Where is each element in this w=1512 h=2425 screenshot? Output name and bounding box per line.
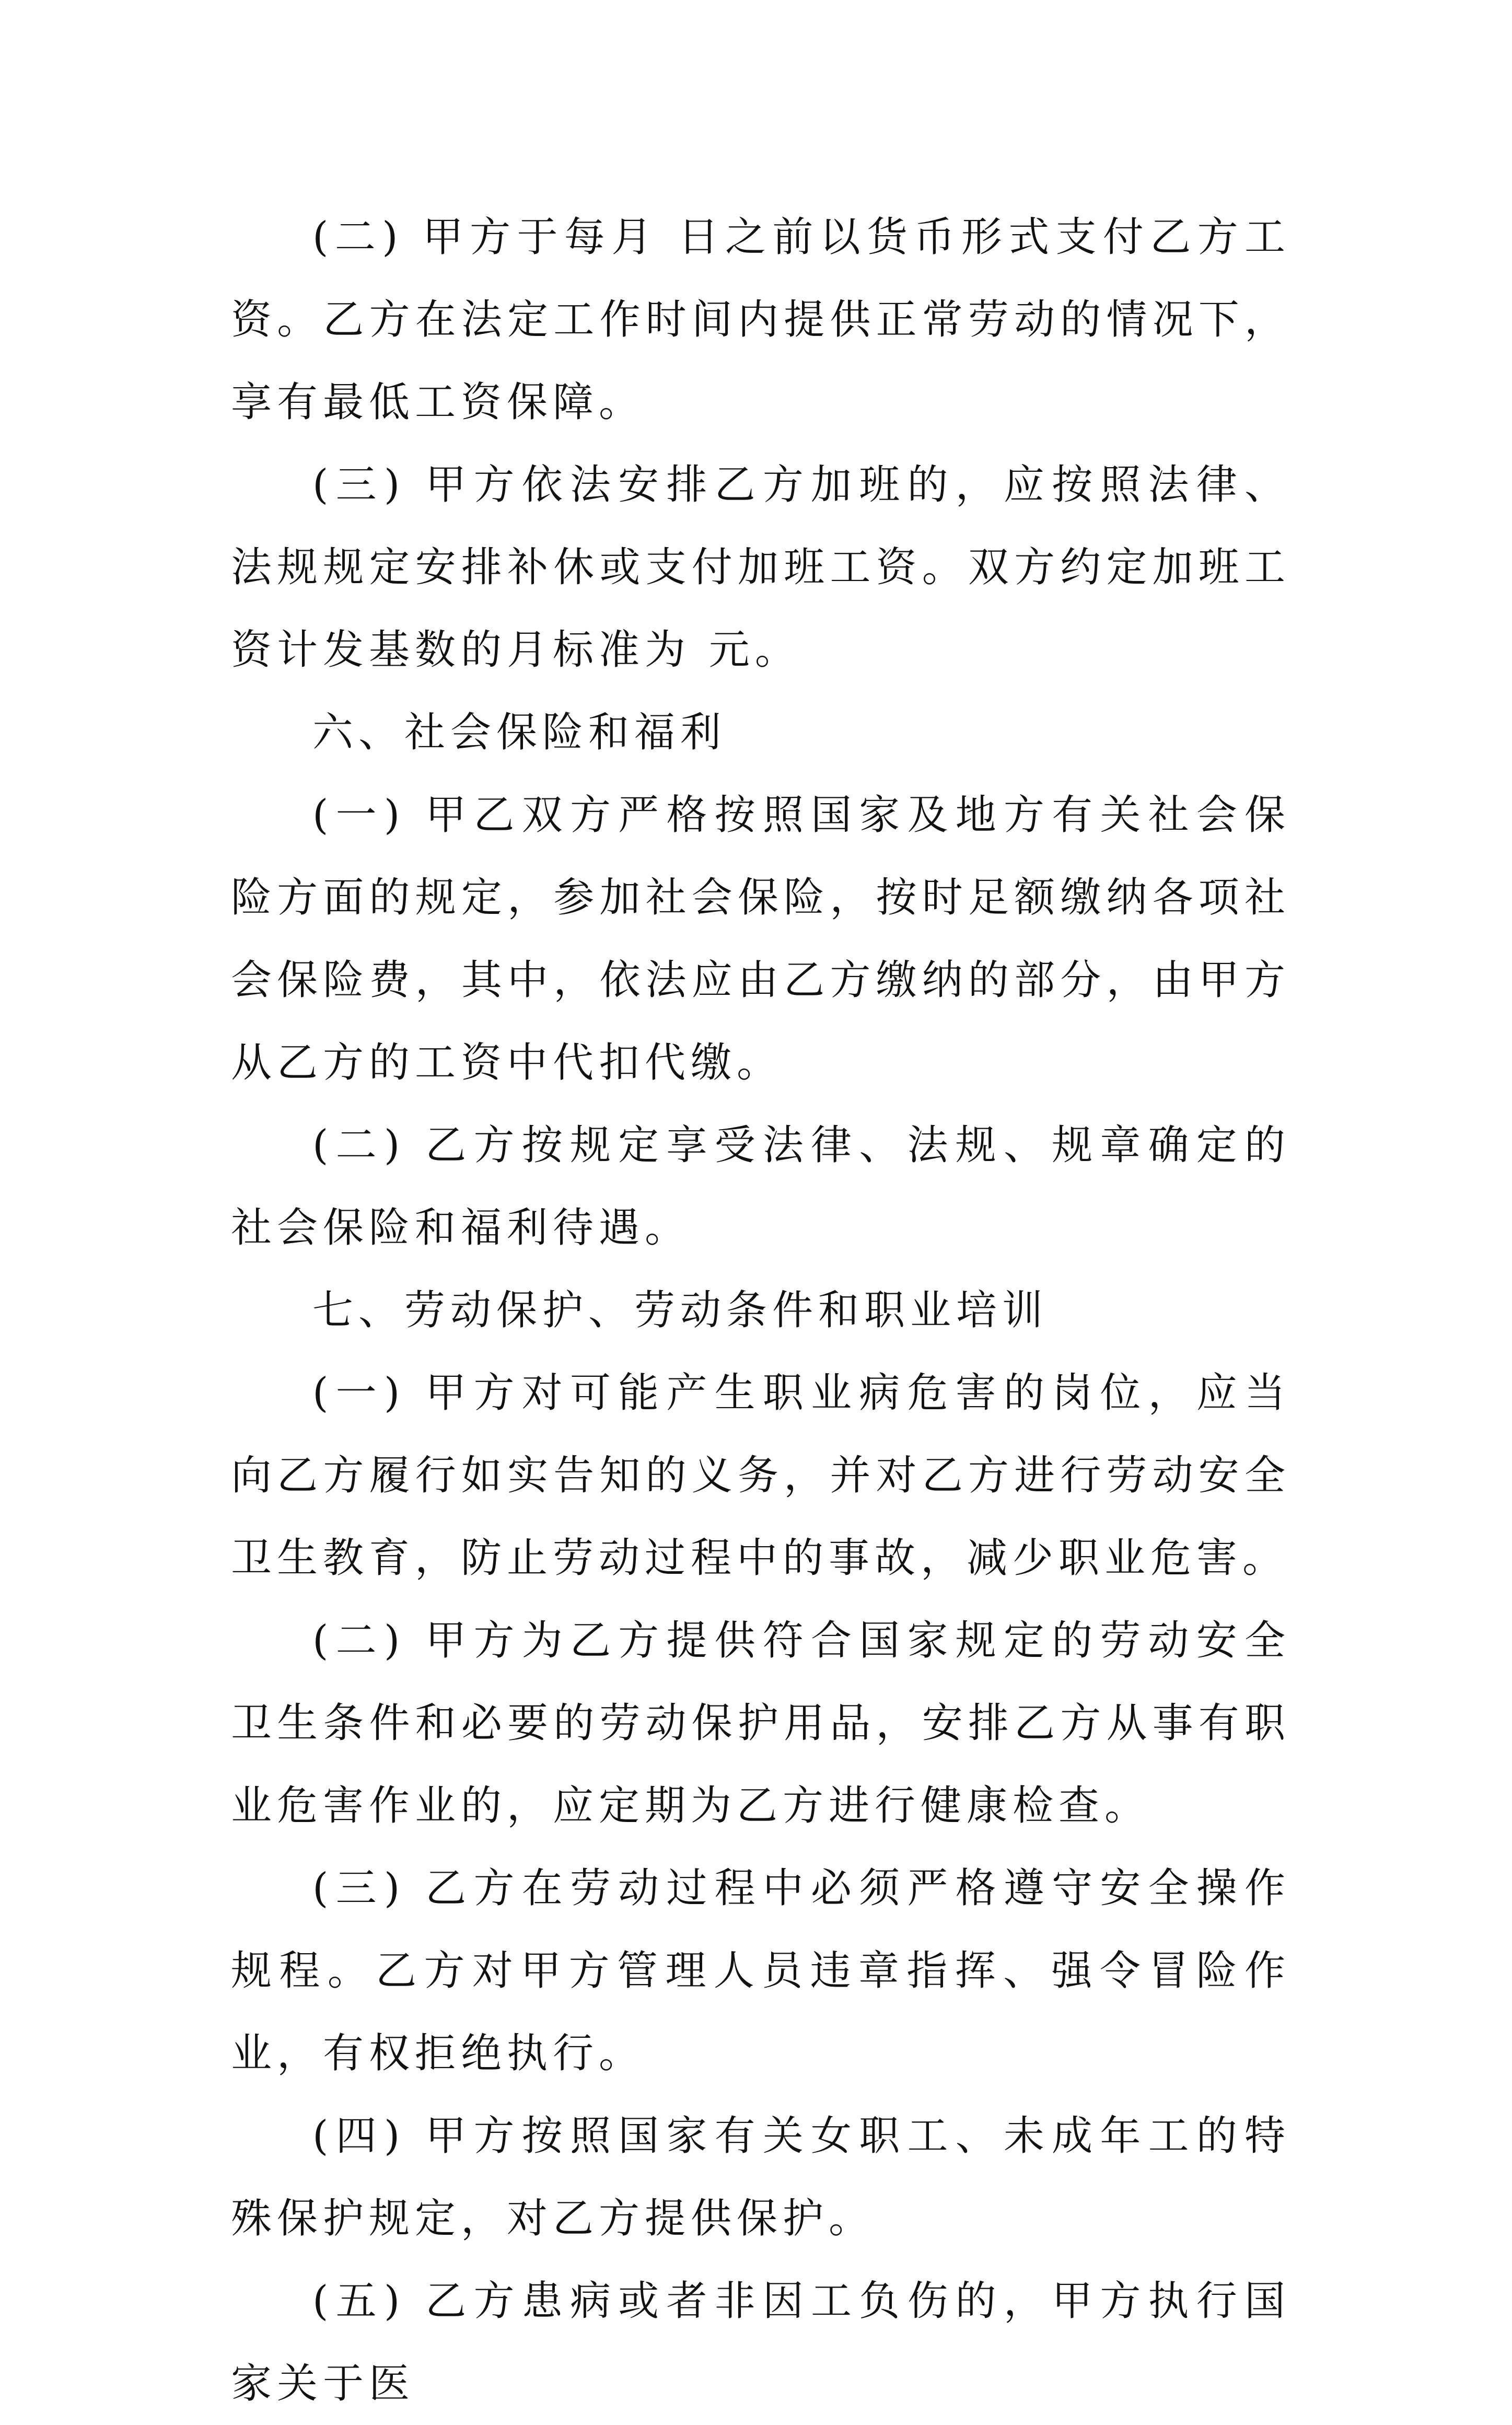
paragraph-labor-protection-4: (四) 甲方按照国家有关女职工、未成年工的特殊保护规定，对乙方提供保护。 xyxy=(231,2113,1290,2242)
section-heading-social-insurance: 六、社会保险和福利 xyxy=(312,709,727,756)
document-body xyxy=(231,196,1290,2425)
paragraph-social-insurance-1: (一) 甲乙双方严格按照国家及地方有关社会保险方面的规定，参加社会保险，按时足额缴纳各项社会保险费，其中，依法应由乙方缴纳的部分，由甲方从乙方的工资中代扣代缴。 xyxy=(231,792,1290,1086)
paragraph-wage-payment: (二) 甲方于每月 日之前以货币形式支付乙方工资。乙方在法定工作时间内提供正常劳动的情况下，享有最低工资保障。 xyxy=(231,214,1290,426)
paragraph-social-insurance-2: (二) 乙方按规定享受法律、法规、规章确定的社会保险和福利待遇。 xyxy=(231,1122,1290,1251)
paragraph-labor-protection-3: (三) 乙方在劳动过程中必须严格遵守安全操作规程。乙方对甲方管理人员违章指挥、强令冒险作业，有权拒绝执行。 xyxy=(231,1865,1290,2077)
paragraph-labor-protection-1: (一) 甲方对可能产生职业病危害的岗位，应当向乙方履行如实告知的义务，并对乙方进行劳动安全卫生教育，防止劳动过程中的事故，减少职业危害。 xyxy=(231,1370,1290,1582)
paragraph-labor-protection-2: (二) 甲方为乙方提供符合国家规定的劳动安全卫生条件和必要的劳动保护用品，安排乙方从事有职业危害作业的，应定期为乙方进行健康检查。 xyxy=(231,1617,1290,1829)
paragraph-overtime: (三) 甲方依法安排乙方加班的，应按照法律、法规规定安排补休或支付加班工资。双方约定加班工资计发基数的月标准为 元。 xyxy=(231,461,1290,674)
section-heading-labor-protection: 七、劳动保护、劳动条件和职业培训 xyxy=(312,1287,1049,1334)
paragraph-labor-protection-5: (五) 乙方患病或者非因工负伤的，甲方执行国家关于医 xyxy=(231,2278,1290,2407)
